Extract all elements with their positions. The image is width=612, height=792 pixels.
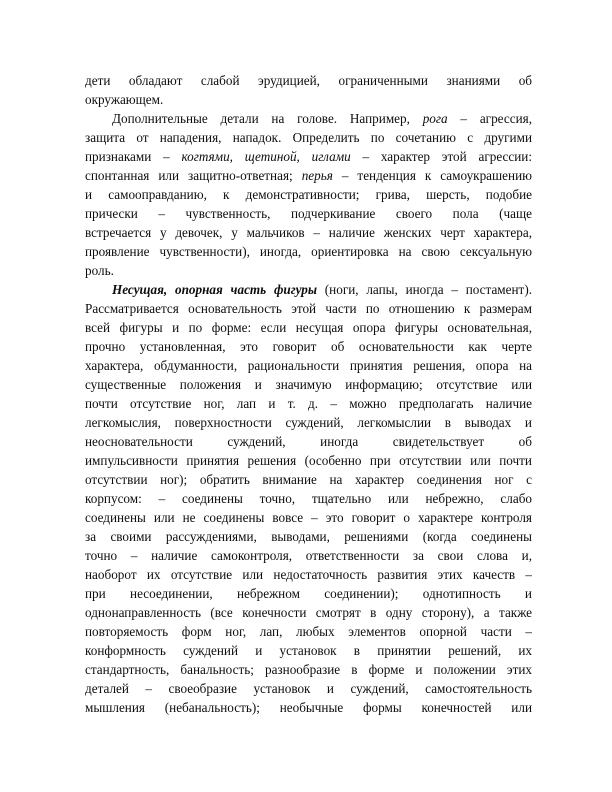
text-run: – тенденция к самоукрашению: [332, 168, 532, 183]
text-line: [85, 166, 532, 185]
text-run: корпусом: – соединены точно, тщательно или небрежно, слабо: [85, 491, 532, 506]
text-line: [85, 565, 532, 584]
text-run: характера, обдуманности, рациональности принятия решения, опора на: [85, 358, 532, 373]
text-line: [85, 698, 532, 717]
text-run: почти отсутствие ног, лап и т. д. – можно предполагать наличие: [85, 396, 532, 411]
text-run: прочно установленная, это говорит об основательности как черте: [85, 339, 532, 354]
text-run: окружающем.: [85, 92, 164, 107]
text-run: легкомыслия, поверхностности суждений, легкомыслии в выводах и: [85, 415, 532, 430]
text-run: – агрессия,: [447, 111, 532, 126]
text-line: [85, 147, 532, 166]
text-line: [85, 318, 532, 337]
text-run: неосновательности суждений, иногда свидетельствует об: [85, 434, 532, 449]
text-run: однонаправленность (все конечности смотрят в одну сторону), а также: [85, 605, 532, 620]
text-line: [85, 109, 532, 128]
text-line: [85, 584, 532, 603]
text-line: [85, 71, 532, 90]
text-run: Рассматривается основательность этой части по отношению к размерам: [85, 301, 532, 316]
text-run: отсутствии ног); обратить внимание на характер соединения ног с: [85, 472, 532, 487]
text-run: импульсивности принятия решения (особенно при отсутствии или почти: [85, 453, 532, 468]
text-run: Дополнительные детали на голове. Например,: [112, 111, 423, 126]
emphasis-text: рога: [422, 111, 448, 126]
text-run: встречается у девочек, у мальчиков – наличие женских черт характера,: [85, 225, 532, 240]
text-run: деталей – своеобразие установок и суждений, самостоятельность: [85, 681, 532, 696]
text-line: [85, 261, 532, 280]
body-text: [85, 71, 532, 717]
text-line: [85, 90, 532, 109]
text-line: [85, 641, 532, 660]
text-run: и самооправданию, к демонстративности; грива, шерсть, подобие: [85, 187, 532, 202]
text-line: [85, 394, 532, 413]
paragraph-head-details: [85, 109, 532, 280]
text-line: [85, 204, 532, 223]
text-run: при несоединении, небрежном соединении); однотипность и: [85, 586, 532, 601]
text-line: [85, 128, 532, 147]
text-line: [85, 622, 532, 641]
text-run: признаками –: [85, 149, 182, 164]
paragraph-supporting-part: [85, 280, 532, 717]
text-line: [85, 451, 532, 470]
emphasis-text: перья: [301, 168, 333, 183]
text-run: стандартность, банальность; разнообразие в форме и положении этих: [85, 662, 532, 677]
text-run: всей фигуры и по форме: если несущая опора фигуры основательная,: [85, 320, 532, 335]
text-run: (ноги, лапы, иногда – постамент).: [317, 282, 532, 297]
text-line: [85, 337, 532, 356]
text-run: роль.: [85, 263, 114, 278]
text-run: дети обладают слабой эрудицией, ограниченными знаниями об: [85, 73, 532, 88]
text-run: за своими рассуждениями, выводами, решениями (когда соединены: [85, 529, 532, 544]
text-run: проявление чувственности), иногда, ориентировка на свою сексуальную: [85, 244, 532, 259]
text-line: [85, 546, 532, 565]
text-run: соединены или не соединены вовсе – это говорит о характере контроля: [85, 510, 532, 525]
text-run: спонтанная или защитно-ответная;: [85, 168, 302, 183]
text-line: [85, 489, 532, 508]
text-run: – характер этой агрессии:: [350, 149, 532, 164]
text-line: [85, 223, 532, 242]
text-line: [85, 679, 532, 698]
text-line: [85, 432, 532, 451]
text-run: прически – чувственность, подчеркивание своего пола (чаще: [85, 206, 532, 221]
text-run: наоборот их отсутствие или недостаточность развития этих качеств –: [85, 567, 532, 582]
text-run: конформность суждений и установок в принятии решений, их: [85, 643, 532, 658]
text-run: повторяемость форм ног, лап, любых элементов опорной части –: [85, 624, 532, 639]
text-line: [85, 356, 532, 375]
text-line: [85, 242, 532, 261]
text-line: [85, 527, 532, 546]
emphasis-text: когтями, щетиной, иглами: [181, 149, 351, 164]
text-run: защита от нападения, нападок. Определить по сочетанию с другими: [85, 130, 532, 145]
term-heading-text: Несущая, опорная часть фигуры: [112, 282, 318, 297]
text-line: [85, 603, 532, 622]
text-line: [85, 660, 532, 679]
paragraph-erudition-continuation: [85, 71, 532, 109]
text-line: [85, 299, 532, 318]
text-line: [85, 375, 532, 394]
text-run: существенные положения и значимую информацию; отсутствие или: [85, 377, 532, 392]
text-line: [85, 413, 532, 432]
text-run: мышления (небанальность); необычные формы конечностей или: [85, 700, 532, 715]
text-run: точно – наличие самоконтроля, ответственности за свои слова и,: [85, 548, 532, 563]
text-line: [85, 470, 532, 489]
text-line: [85, 508, 532, 527]
text-line: [85, 185, 532, 204]
text-line: [85, 280, 532, 299]
